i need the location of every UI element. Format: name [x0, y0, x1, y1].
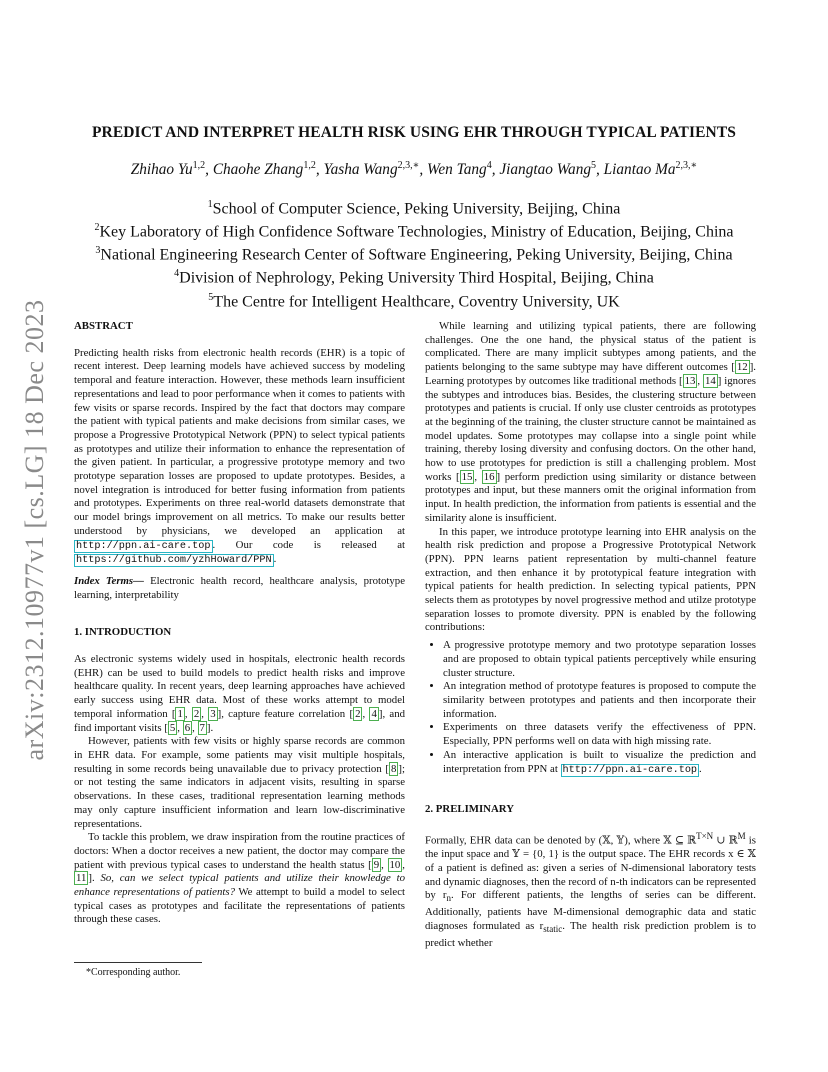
app-link[interactable]: http://ppn.ai-care.top: [76, 540, 211, 552]
affiliation-list: [60, 196, 768, 312]
arxiv-sidebar-stamp: [10, 290, 60, 770]
affiliation-line: $^2$Key Laboratory of High Confidence Software Technologies, Ministry of Education, Beijing, China: [94, 222, 734, 241]
affiliation-line: $^1$School of Computer Science, Peking University, Beijing, China: [207, 199, 621, 218]
affiliation-line: $^3$National Engineering Research Center of Software Engineering, Peking University, Beijing, China: [95, 245, 733, 264]
introduction-heading: 1. INTRODUCTION: [74, 626, 172, 639]
citation-link[interactable]: 10: [389, 858, 401, 871]
list-item: • An integration method of prototype features is proposed to compute the similarity between prototypes and patients and then incorporate their information.: [443, 680, 756, 721]
citation-link[interactable]: 5: [169, 721, 176, 734]
citation-link[interactable]: 15: [461, 470, 473, 483]
affiliation-line: $^5$The Centre for Intelligent Healthcare, Coventry University, UK: [208, 291, 620, 310]
citation-link[interactable]: 7: [199, 721, 205, 734]
right-column: [425, 320, 756, 950]
right-paragraph-1: While learning and utilizing typical patients, there are following challenges. One the one hand, the physical status of the patient is complicated. There are many implicit subtypes among patients, and the patients belonging to the same subtype may have different outcomes [ 12 ]. Learning prototypes by outcomes like traditional methods [ 13 , 14 ] ignores the subtypes and introduces bias. Besides, the clustering structure between prototypes and patients is crucial. If only use cluster centroids as prototypes at the beginning of the training, the cluster structure cannot be maintained as model updates. Some prototypes may collapse into a single point while training, thereby losing diversity and confusing doctors. On the other hand, how to use prototypes for prediction is still a challenging problem. Most works [ 15 , 16 ] perform prediction using similarity or distance between prototypes and input, but these manners omit the original information from input. In health prediction, the information from patients is essential and the similarity alone is insufficient.: [425, 320, 756, 524]
citation-link[interactable]: 9: [373, 858, 380, 871]
citation-link[interactable]: 2: [193, 707, 200, 720]
intro-paragraph-1: As electronic systems widely used in hospitals, electronic health records (EHR) can be used to build models to predict health risks and improve healthcare quality. In recent years, deep learning approaches have achieved early success using EHR data. Most of these works attempt to model temporal information [ 1 , 2 , 3 ], capture feature correlation [ 2 , 4 ], and find important visits [ 5 , 6 , 7 ].: [74, 653, 405, 734]
citation-link[interactable]: 13: [684, 374, 696, 387]
author-name: Yasha Wang$^{2,3,∗}$: [323, 160, 420, 179]
preliminary-heading: 2. PRELIMINARY: [425, 803, 514, 816]
citation-link[interactable]: 6: [184, 721, 191, 734]
citation-link[interactable]: 2: [355, 707, 361, 720]
citation-link[interactable]: 4: [371, 707, 377, 720]
author-list: Zhihao Yu$^{1,2}$, Chaohe Zhang$^{1,2}$, Yasha Wang$^{2,3,∗}$, Wen Tang$^4$, Jiangtao Wang$^5$, Liantao $Ma^{2,3,∗}$: [130, 160, 698, 179]
citation-link[interactable]: 1: [177, 707, 183, 720]
list-item: • Experiments on three datasets verify the effectiveness of PPN. Especially, PPN performs well on data with high missing rate.: [443, 721, 756, 748]
intro-paragraph-2: However, patients with few visits or highly sparse records are common in EHR data. For example, some patients may visit multiple hospitals, resulting in some records being unavailable due to privacy protection [ 8 ]; or not testing the same indicators in adjacent visits, resulting in sparse observations. In these cases, traditional representation learning methods may only capture insufficient information and learn low-discriminative representations.: [74, 735, 405, 830]
author-name: Wen Tang$^4$: [427, 160, 492, 179]
app-link[interactable]: http://ppn.ai-care.top: [562, 764, 698, 776]
list-item: • A progressive prototype memory and two prototype separation losses and are proposed to obtain typical patients perceptively while ensuring cluster structure.: [443, 639, 756, 680]
author-name: Jiangtao Wang$^5$: [499, 160, 596, 179]
index-terms: Index Terms— Electronic health record, healthcare analysis, prototype learning, interpretability: [74, 574, 405, 601]
citation-link[interactable]: 12: [736, 361, 748, 374]
right-paragraph-2: In this paper, we introduce prototype learning into EHR analysis on the health risk prediction and propose a Progressive Prototypical Network (PPN). PPN learns patient representation by multi-channel feature extraction, and then enhance it by prototypical feature integration with typical patients for health prediction. In selecting typical patients, PPN selects them as prototypes by novel progressive method and utilze prototype separation losses to promote diversity. PPN is enabled by the following contributions:: [425, 525, 756, 634]
citation-link[interactable]: 11: [76, 872, 87, 885]
left-column: [74, 320, 405, 927]
footnote-rule: [74, 962, 202, 963]
code-link[interactable]: https://github.com/yzhHoward/PPN: [76, 555, 272, 567]
author-name: Chaohe Zhang$^{1,2}$: [212, 160, 316, 179]
paper-title: PREDICT AND INTERPRET HEALTH RISK USING EHR THROUGH TYPICAL PATIENTS: [91, 124, 737, 141]
abstract-heading: ABSTRACT: [74, 320, 133, 332]
index-terms-label: Index Terms—: [74, 574, 144, 587]
footnote-text: *Corresponding author.: [86, 967, 181, 978]
contribution-list: [425, 639, 756, 777]
affiliation-line: $^4$Division of Nephrology, Peking University Third Hospital, Beijing, China: [174, 268, 654, 287]
intro-paragraph-3: To tackle this problem, we draw inspiration from the routine practices of doctors: When a doctor receives a new patient, the doctor may compare the patient with previous typical cases to understand the health status [ 9 , 10 , 11 ]. So, can we select typical patients and utilize their knowledge to enhance representations of patients? We attempt to build a model to select typical cases as prototypes and facilitate the representations of patients through these cases.: [74, 831, 406, 926]
abstract-body: Predicting health risks from electronic health records (EHR) is a topic of recent interest. Deep learning models have achieved success by modeling temporal and feature interaction. However, these methods learn insufficient representations and lead to poor performance when it comes to patients with few visits or sparse records. Inspired by the fact that doctors may compare the patient with typical patients and make decisions from similar cases, we propose a Progressive Prototypical Network (PPN) to select typical patients as prototypes and utilize their information to enhance the representation of the given patient. In particular, a progressive prototype memory and two prototype separation losses are proposed to update prototypes. Besides, a novel integration is introduced for better fusing information from patients and prototypes. Experiments on three real-world datasets demonstrate that our model brings improvement on all metrics. To make our results better understood by physicians, we developed an application at http://ppn.ai-care.top . Our code is released at https://github.com/yzhHoward/PPN .: [74, 346, 405, 567]
author-name: Zhihao Yu$^{1,2}$: [130, 160, 206, 179]
citation-link[interactable]: 8: [390, 762, 397, 775]
arxiv-id: arXiv:2312.10977v1 [cs.LG] 18 Dec 2023: [20, 299, 49, 761]
author-name: Liantao $Ma^{2,3,∗}$: [603, 160, 698, 179]
citation-link[interactable]: 14: [704, 374, 716, 387]
preliminary-text: Formally, EHR data can be denoted by (𝕏, 𝕐), where 𝕏 ⊆ ℝ$^{T\times N}$ ∪ ℝ$^M$ is the input space and 𝕐 = {0, 1} is the output space. The EHR records x ∈ 𝕏 of a patient is defined as: given a series of N-dimensional laboratory tests and dynamic diagnoses, then the record of n-th indicators can be represented by $r_n$. For different patients, the lengths of series can be different. Additionally, patients have M-dimensional demographic data and static diagnoses formulated as $r_{static}$. The health risk prediction problem is to predict whether: [425, 830, 757, 949]
list-item: • An interactive application is built to visualize the prediction and interpretation from PPN at http://ppn.ai-care.top .: [443, 749, 756, 777]
citation-link[interactable]: 3: [210, 707, 216, 720]
citation-link[interactable]: 16: [483, 470, 495, 483]
footnote: [74, 962, 405, 978]
